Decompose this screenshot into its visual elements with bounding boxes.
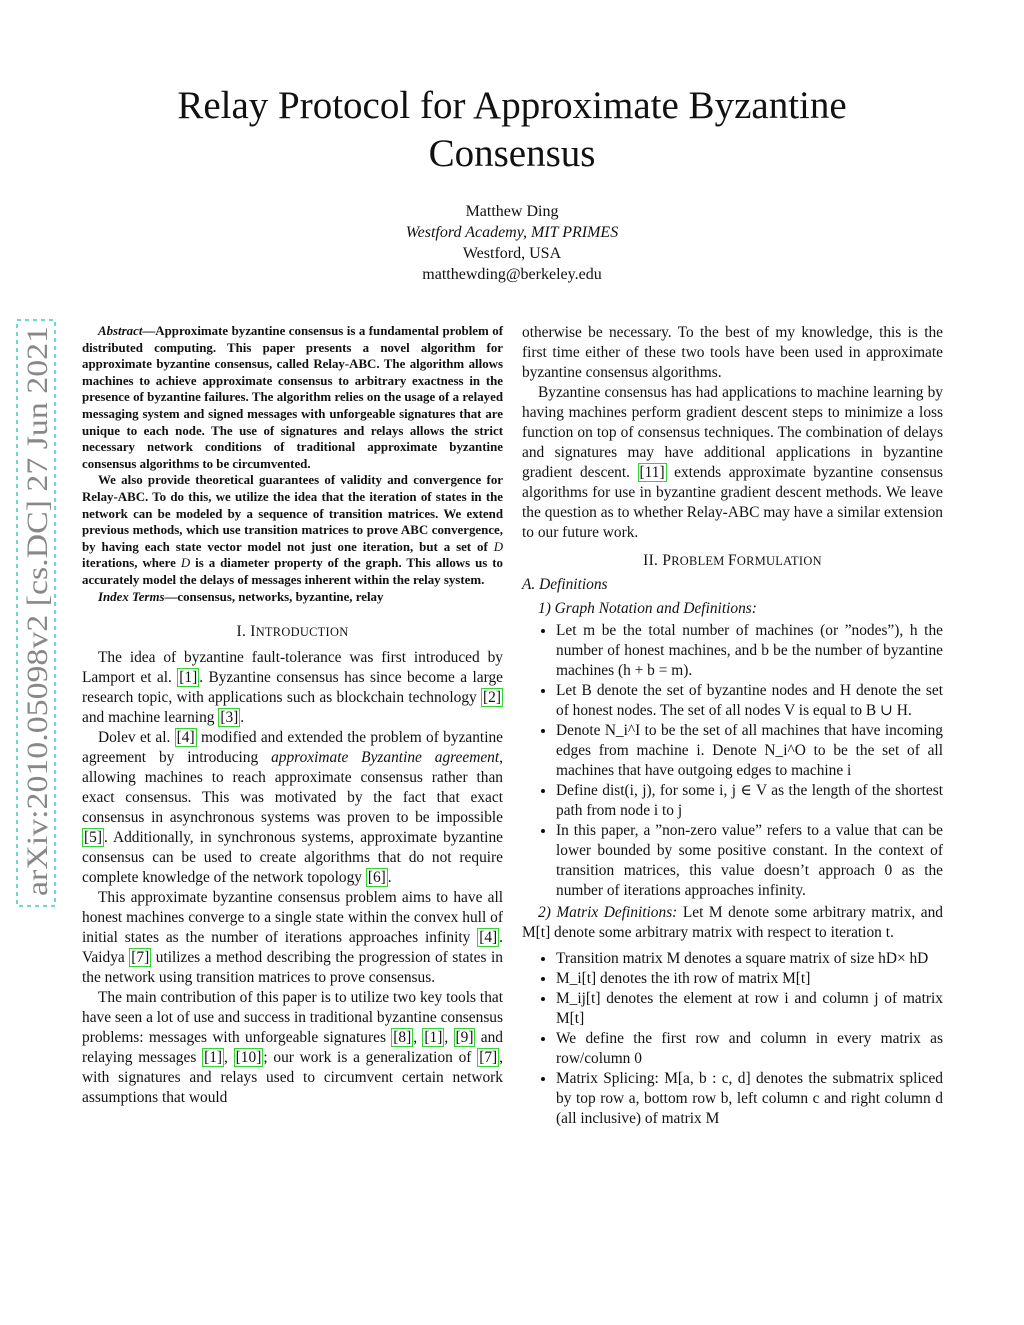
intro-paragraph-4: [82, 988, 503, 1108]
list-item: • In this paper, a ”non-zero value” refers to a value that can be lower bounded by some positive constant. In the context of transition matrices, this value doesn’t approach 0 as the number of iterations approaches infinity.: [556, 821, 943, 901]
t: Byzantine consensus has had applications to machine learning by having machines perform gradient descent steps to minimize a loss function on top of consensus techniques. The combination of delays and signatures may have additional applications in byzantine gradient descent.: [522, 384, 943, 481]
t: and relaying messages: [82, 1029, 503, 1067]
citation-link[interactable]: [1]: [179, 669, 198, 687]
t: This approximate byzantine consensus problem aims to have all honest machines converge to a single state within the convex hull of initial states as the number of iterations approaches infinity: [82, 889, 503, 947]
citation-link[interactable]: [2]: [483, 689, 501, 707]
t: Let M denote some arbitrary matrix, and M[t] denote some arbitrary matrix with respect to iteration t.: [522, 904, 943, 941]
author-affiliation: Westford Academy, MIT PRIMES: [405, 224, 619, 241]
t: . Byzantine consensus has since become a large research topic, with applications such as blockchain technology: [82, 669, 503, 707]
intro-paragraph-3: [82, 888, 503, 988]
t: 1) Graph Notation and Definitions:: [538, 600, 757, 617]
var-d: D: [180, 556, 191, 571]
abstract-p2a: We also provide theoretical guarantees of validity and convergence for Relay-ABC. To do this, we utilize the idea that the iteration of states in the network can be modeled by a sequence of transition matrices. We extend previous methods, which use transition matrices to prove ABC convergence, by having each state vector model not just one iteration, but a set of: [82, 473, 503, 554]
var-d: D: [493, 539, 503, 554]
author-email: matthewding@berkeley.edu: [422, 266, 602, 283]
matrix-definition-list: [522, 949, 943, 1129]
list-item: • Transition matrix M denotes a square matrix of size hD× hD: [556, 949, 943, 969]
citation-link[interactable]: [9]: [455, 1029, 474, 1047]
t: extends approximate byzantine consensus algorithms for use in byzantine gradient descent methods. We leave the question as to whether Relay-ABC may have a similar extension to our future work.: [522, 464, 943, 541]
arxiv-stamp: [14, 318, 58, 908]
author-name: Matthew Ding: [465, 203, 559, 220]
citation-link[interactable]: [6]: [367, 869, 386, 887]
index-terms-label: Index Terms: [98, 589, 165, 604]
list-item: • M_i[t] denotes the ith row of matrix M[t]: [556, 969, 943, 989]
citation-link[interactable]: [7]: [131, 949, 150, 967]
subsection-definitions: A. Definitions: [522, 576, 608, 593]
list-item: • Matrix Splicing: M[a, b : c, d] denotes the submatrix spliced by top row a, bottom row b, left column c and right column d (all inclusive) of matrix M: [556, 1069, 943, 1129]
abstract-p2c: is a diameter property of the graph. This allows us to accurately model the delays of messages inherent within the relay system.: [82, 556, 503, 587]
sec-num: II. P: [643, 552, 672, 569]
list-item: • Let B denote the set of byzantine nodes and H denote the set of honest nodes. The set of all nodes V is equal to B ∪ H.: [556, 681, 943, 721]
t: .: [387, 869, 392, 887]
index-terms: —consensus, networks, byzantine, relay: [164, 589, 384, 604]
paper-title: Relay Protocol for Approximate Byzantine Consensus: [177, 84, 847, 175]
author-location: Westford, USA: [462, 245, 562, 262]
citation-link[interactable]: [8]: [393, 1029, 412, 1047]
citation-link[interactable]: [10]: [235, 1049, 262, 1067]
list-item: • Define dist(i, j), for some i, j ∈ V as the length of the shortest path from node i to j: [556, 781, 943, 821]
intro-paragraph-2: [82, 728, 503, 888]
t: Dolev et al.: [98, 729, 175, 747]
list-item: • Let m be the total number of machines (or ”nodes”), h the number of honest machines, and b be the number of byzantine machines (h + b = m).: [556, 621, 943, 681]
t: , with signatures and relays used to circumvent certain network assumptions that would: [82, 1049, 503, 1107]
t: . Additionally, in synchronous systems, approximate byzantine consensus can be used to create algorithms that do not require complete knowledge of the network topology: [82, 829, 503, 887]
citation-link[interactable]: [1]: [424, 1029, 443, 1047]
list-item: • Denote N_i^I to be the set of all machines that have incoming edges from machine i. Denote N_i^O to be the set of all machines that have outgoing edges to machine i: [556, 721, 943, 781]
intro-paragraph-5: [522, 383, 943, 543]
citation-link[interactable]: [3]: [220, 709, 239, 727]
t: The idea of byzantine fault-tolerance was first introduced by Lamport et al.: [82, 649, 503, 687]
t: , allowing machines to reach approximate consensus rather than exact consensus. This was motivated by the fact that exact consensus in asynchronous systems was proven to be impossible: [82, 749, 503, 827]
section-problem-heading: [522, 551, 943, 571]
author-block: [0, 201, 1024, 285]
citation-link[interactable]: [1]: [204, 1049, 223, 1067]
section-introduction-heading: [82, 622, 503, 642]
sec-title: ROBLEM: [671, 554, 729, 568]
t: ,: [413, 1029, 423, 1047]
t: ,: [444, 1029, 454, 1047]
sec-num: I. I: [236, 623, 256, 641]
intro-paragraph-1: [82, 648, 503, 728]
left-column: [82, 323, 503, 1108]
t: .: [240, 709, 245, 727]
t: ; our work is a generalization of: [263, 1049, 478, 1067]
sec-title: NTRODUCTION: [255, 625, 349, 640]
citation-link[interactable]: [5]: [84, 829, 102, 847]
abstract-p2b: iterations, where: [82, 556, 181, 571]
list-item: • M_ij[t] denotes the element at row i and column j of matrix M[t]: [556, 989, 943, 1029]
citation-link[interactable]: [4]: [176, 729, 195, 747]
matrix-definitions-intro: [522, 903, 943, 943]
t: modified and extended the problem of byzantine agreement by introducing: [82, 729, 504, 767]
list-item: • We define the first row and column in every matrix as row/column 0: [556, 1029, 943, 1069]
citation-link[interactable]: [11]: [639, 464, 665, 481]
subsubsection-graph: [538, 599, 943, 619]
arxiv-stamp-text: arXiv:2010.05098v2 [cs.DC] 27 Jun 2021: [21, 391, 54, 896]
citation-link[interactable]: [4]: [479, 929, 498, 947]
sec-title: ORMULATION: [736, 554, 822, 568]
t-em: approximate Byzantine agreement: [271, 749, 500, 767]
citation-link[interactable]: [7]: [479, 1049, 498, 1067]
abstract: [82, 323, 503, 605]
right-column: [522, 323, 943, 1129]
t-em: 2) Matrix Definitions:: [538, 904, 678, 921]
t: ,: [224, 1049, 234, 1067]
t: and machine learning: [82, 709, 219, 727]
sec-title: F: [728, 552, 737, 569]
abstract-label: Abstract: [98, 324, 143, 338]
t: . Vaidya: [82, 929, 503, 967]
t: The main contribution of this paper is to utilize two key tools that have seen a lot of use and success in traditional byzantine consensus problems: messages with unforgeable signatures: [82, 989, 503, 1047]
abstract-p1: —Approximate byzantine consensus is a fundamental problem of distributed computing. This paper presents a novel algorithm for approximate byzantine consensus, called Relay-ABC. The algorithm allows machines to achieve approximate consensus to arbitrary exactness in the presence of byzantine failures. The algorithm relies on the usage of a relayed messaging system and signed messages with unforgeable signatures that are unique to each node. The use of signatures and relays allows the strict necessary network conditions of traditional approximate byzantine consensus algorithms to be circumvented.: [82, 324, 503, 471]
intro-continuation: otherwise be necessary. To the best of my knowledge, this is the first time either of these two tools have been used in approximate byzantine consensus algorithms.: [522, 324, 943, 381]
graph-definition-list: [522, 621, 943, 901]
t: utilizes a method describing the progression of states in the network using transition matrices to prove consensus.: [82, 949, 503, 987]
